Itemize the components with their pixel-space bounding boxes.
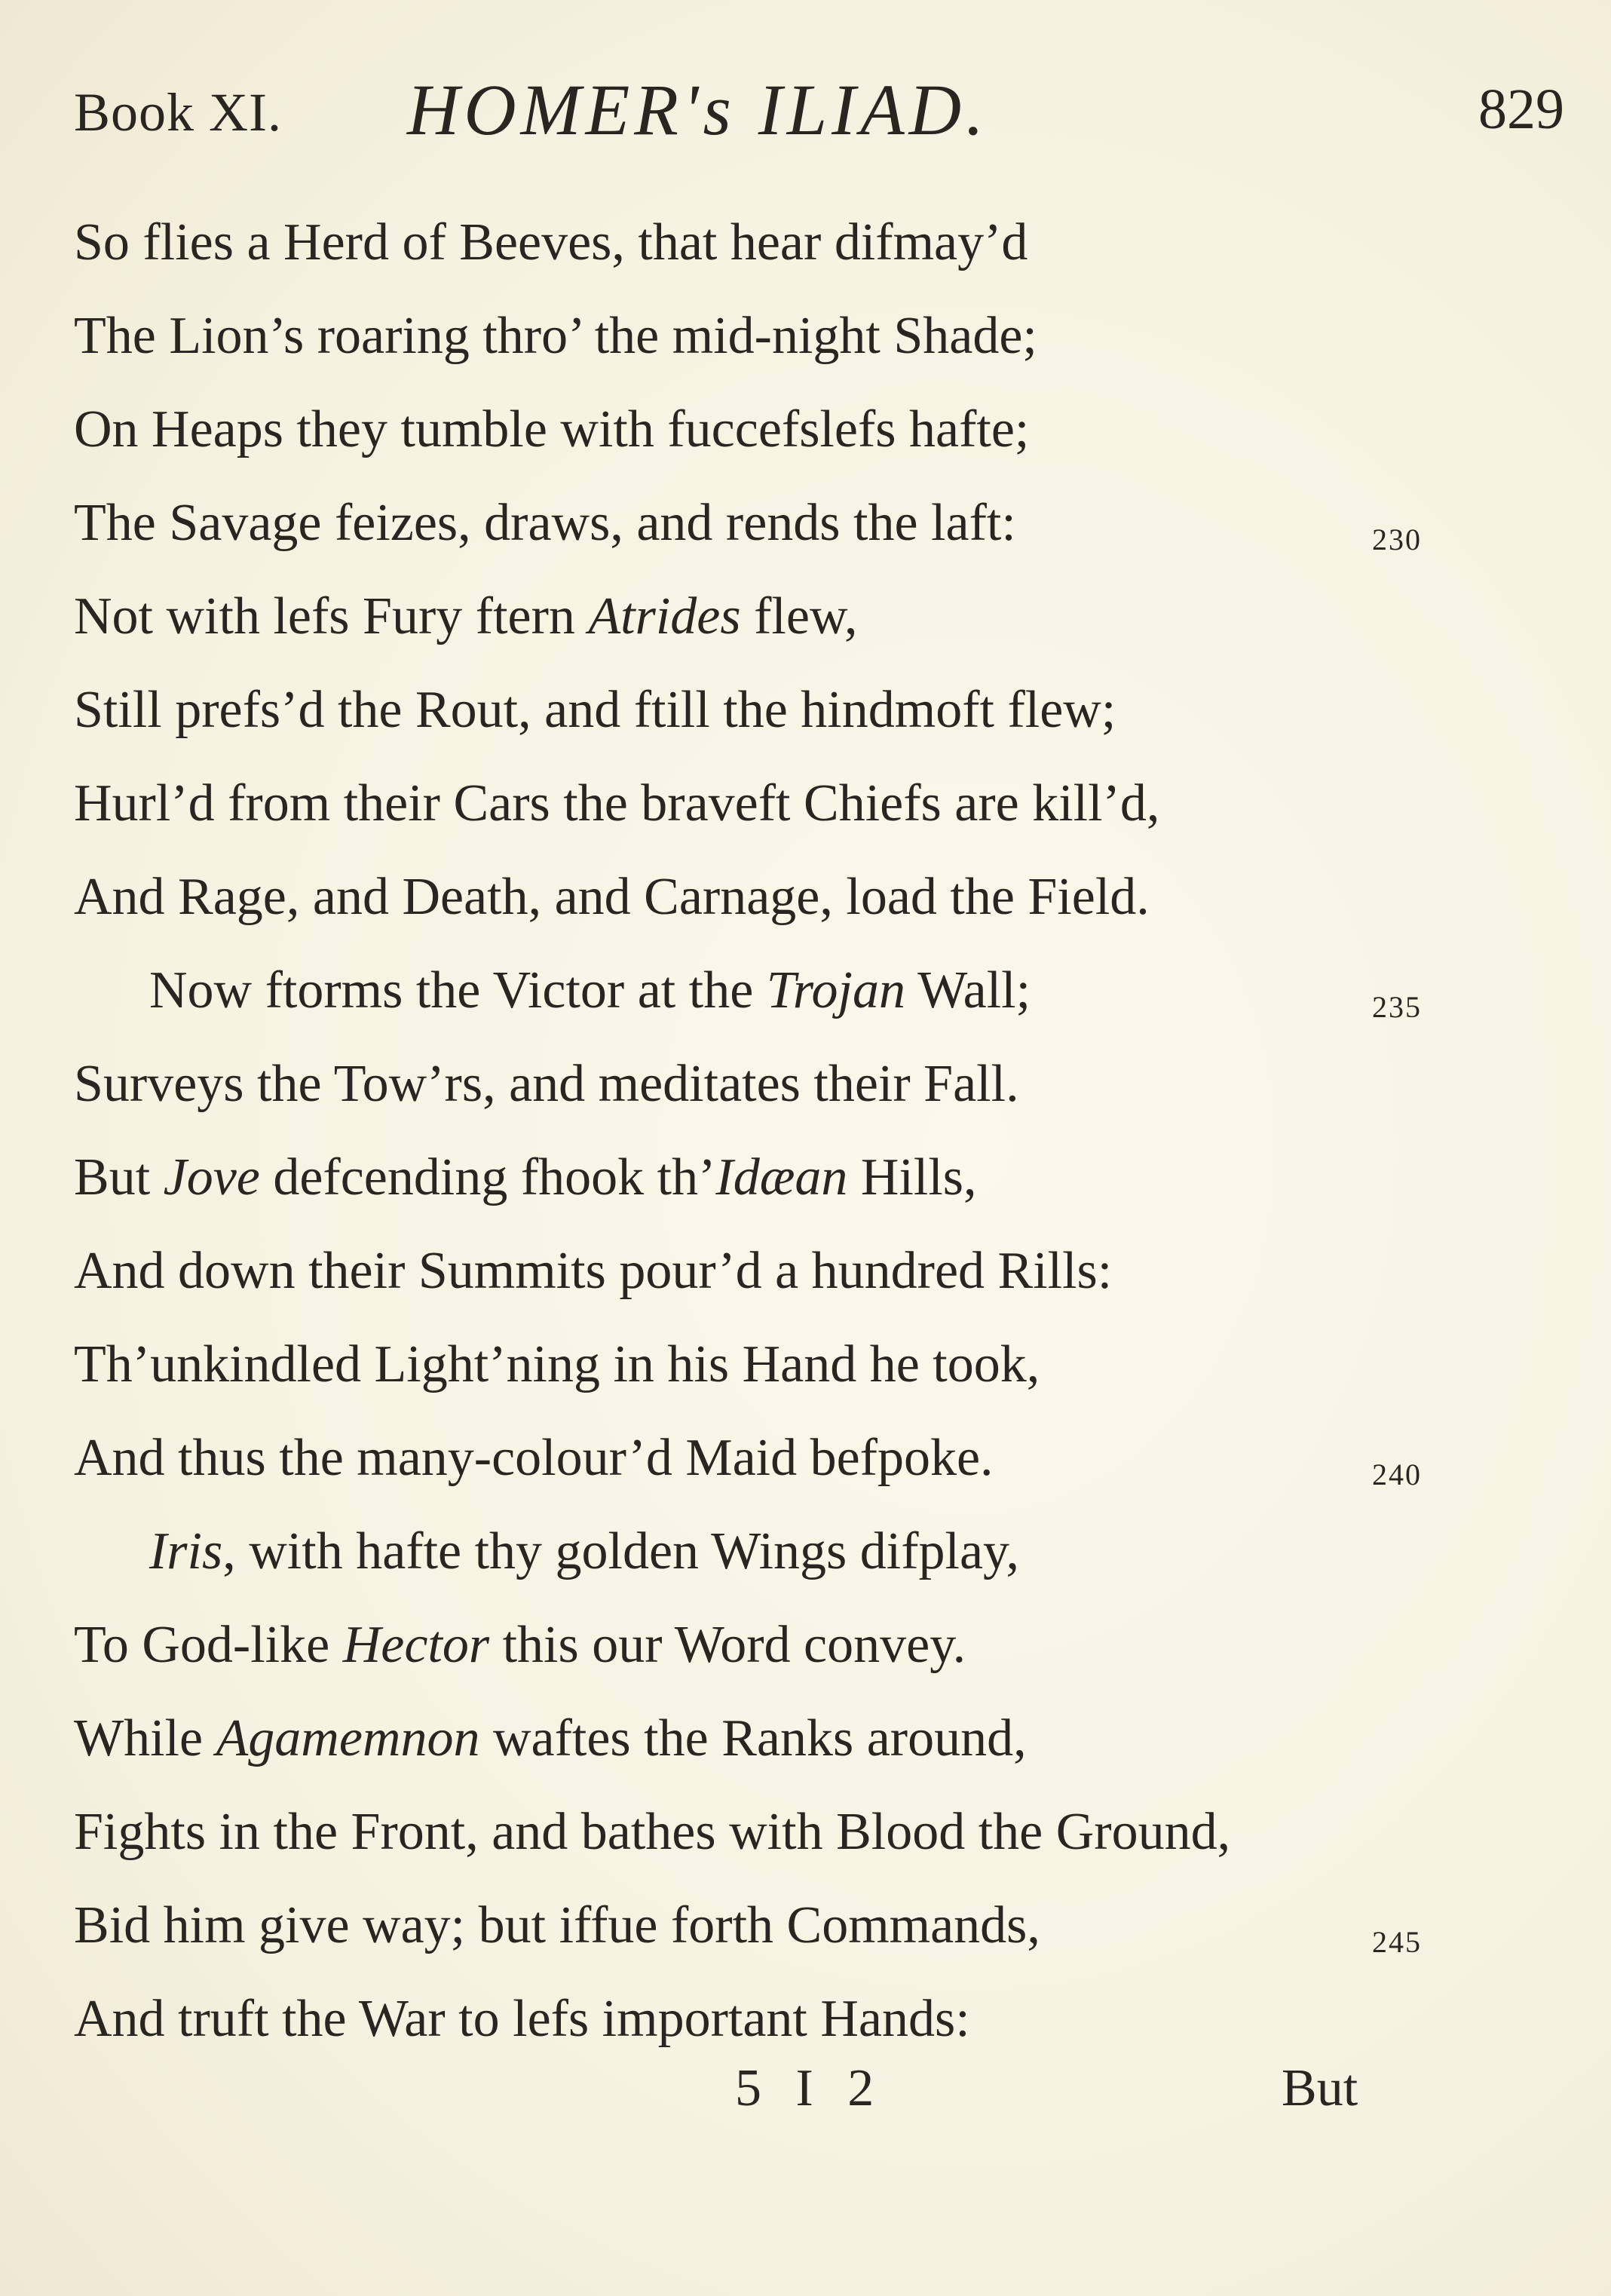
running-header bbox=[0, 68, 1611, 151]
verse-line bbox=[0, 1879, 1611, 1973]
verse-line bbox=[0, 664, 1611, 757]
verse-span: waftes the Ranks around, bbox=[479, 1709, 1027, 1767]
verse-text bbox=[74, 757, 1159, 851]
verse-line bbox=[0, 851, 1611, 944]
verse-line bbox=[0, 757, 1611, 851]
verse-line bbox=[0, 1692, 1611, 1786]
verse-span: Th’unkindled Light’ning in his Hand he took, bbox=[74, 1335, 1040, 1393]
verse-span: And truft the War to lefs important Hands: bbox=[74, 1990, 970, 2048]
verse-line bbox=[0, 1973, 1611, 2066]
verse-span: To God-like bbox=[74, 1616, 343, 1674]
verse-span: The Lion’s roaring thro’ the mid-night Shade; bbox=[74, 307, 1037, 365]
verse-span: But bbox=[74, 1148, 164, 1206]
verse-span: The Savage feizes, draws, and rends the laft: bbox=[74, 494, 1016, 552]
verse-span: , with hafte thy golden Wings difplay, bbox=[222, 1522, 1019, 1580]
verse-line bbox=[0, 1599, 1611, 1692]
line-number: 235 bbox=[1372, 990, 1422, 1024]
verse-italic-span: Idæan bbox=[715, 1148, 848, 1206]
verse-line bbox=[0, 1131, 1611, 1225]
verse-italic-span: Hector bbox=[342, 1616, 490, 1674]
verse-span: And Rage, and Death, and Carnage, load the Field. bbox=[74, 868, 1150, 926]
verse-line bbox=[0, 1225, 1611, 1318]
verse-line bbox=[0, 1412, 1611, 1505]
verse-line bbox=[0, 1318, 1611, 1412]
verse-text bbox=[74, 1973, 970, 2066]
line-number: 245 bbox=[1372, 1925, 1422, 1959]
verse-span: Wall; bbox=[905, 961, 1031, 1019]
verse-span: And thus the many-colour’d Maid befpoke. bbox=[74, 1429, 994, 1487]
verse-span: Still prefs’d the Rout, and ftill the hindmoft flew; bbox=[74, 681, 1116, 739]
verse-italic-span: Atrides bbox=[588, 587, 741, 645]
verse-span: So flies a Herd of Beeves, that hear difmay’d bbox=[74, 213, 1028, 271]
verse-italic-span: Trojan bbox=[766, 961, 905, 1019]
verse-span: Fights in the Front, and bathes with Blood the Ground, bbox=[74, 1803, 1231, 1861]
verse-line bbox=[0, 944, 1611, 1038]
verse-italic-span: Jove bbox=[163, 1148, 260, 1206]
verse-text bbox=[74, 290, 1037, 383]
verse-span: defcending fhook th’ bbox=[259, 1148, 716, 1206]
verse-span: And down their Summits pour’d a hundred Rills: bbox=[74, 1242, 1113, 1300]
verse-span: Not with lefs Fury ftern bbox=[74, 587, 589, 645]
verse-line bbox=[0, 196, 1611, 290]
book-label: Book XI. bbox=[74, 82, 282, 143]
verse-italic-span: Iris bbox=[149, 1522, 223, 1580]
signature-mark: 5 I 2 bbox=[735, 2059, 885, 2117]
verse-line bbox=[0, 1786, 1611, 1879]
verse-line bbox=[0, 570, 1611, 664]
verse-text bbox=[74, 1131, 977, 1225]
verse-span: Bid him give way; but iffue forth Commands, bbox=[74, 1896, 1040, 1954]
verse-text bbox=[74, 1599, 966, 1692]
verse-span: While bbox=[74, 1709, 216, 1767]
verse-italic-span: Agamemnon bbox=[216, 1709, 480, 1767]
verse-span: Hills, bbox=[847, 1148, 977, 1206]
verse-text bbox=[74, 1692, 1027, 1786]
line-number: 230 bbox=[1372, 523, 1422, 556]
verse-text bbox=[74, 1879, 1040, 1973]
verse-text bbox=[74, 1225, 1112, 1318]
verse-span: flew, bbox=[740, 587, 858, 645]
verse-text bbox=[74, 1318, 1040, 1412]
page-footer bbox=[0, 2058, 1611, 2141]
verse-span: this our Word convey. bbox=[489, 1616, 966, 1674]
verse-text bbox=[74, 664, 1116, 757]
verse-text bbox=[74, 1412, 994, 1505]
verse-text bbox=[74, 383, 1029, 477]
verse-text bbox=[149, 944, 1031, 1038]
line-number: 240 bbox=[1372, 1458, 1422, 1491]
verse-span: Now ftorms the Victor at the bbox=[149, 961, 767, 1019]
verse-text bbox=[74, 1786, 1230, 1879]
verse-span: Surveys the Tow’rs, and meditates their Fall. bbox=[74, 1055, 1019, 1113]
verse-text bbox=[74, 477, 1016, 570]
verse-text bbox=[74, 1038, 1019, 1131]
running-title: HOMER's ILIAD. bbox=[407, 69, 989, 150]
page-number: 829 bbox=[1478, 78, 1564, 141]
verse-line bbox=[0, 1038, 1611, 1131]
verse-text bbox=[74, 570, 857, 664]
verse-text bbox=[74, 196, 1028, 290]
verse-line bbox=[0, 383, 1611, 477]
verse-text bbox=[149, 1505, 1019, 1599]
verse-line bbox=[0, 1505, 1611, 1599]
catchword: But bbox=[1282, 2059, 1358, 2117]
verse-span: Hurl’d from their Cars the braveft Chiefs are kill’d, bbox=[74, 774, 1160, 832]
verse-span: On Heaps they tumble with fuccefslefs hafte; bbox=[74, 400, 1030, 458]
verse-block bbox=[0, 196, 1611, 2066]
verse-line bbox=[0, 290, 1611, 383]
verse-line bbox=[0, 477, 1611, 570]
verse-text bbox=[74, 851, 1150, 944]
